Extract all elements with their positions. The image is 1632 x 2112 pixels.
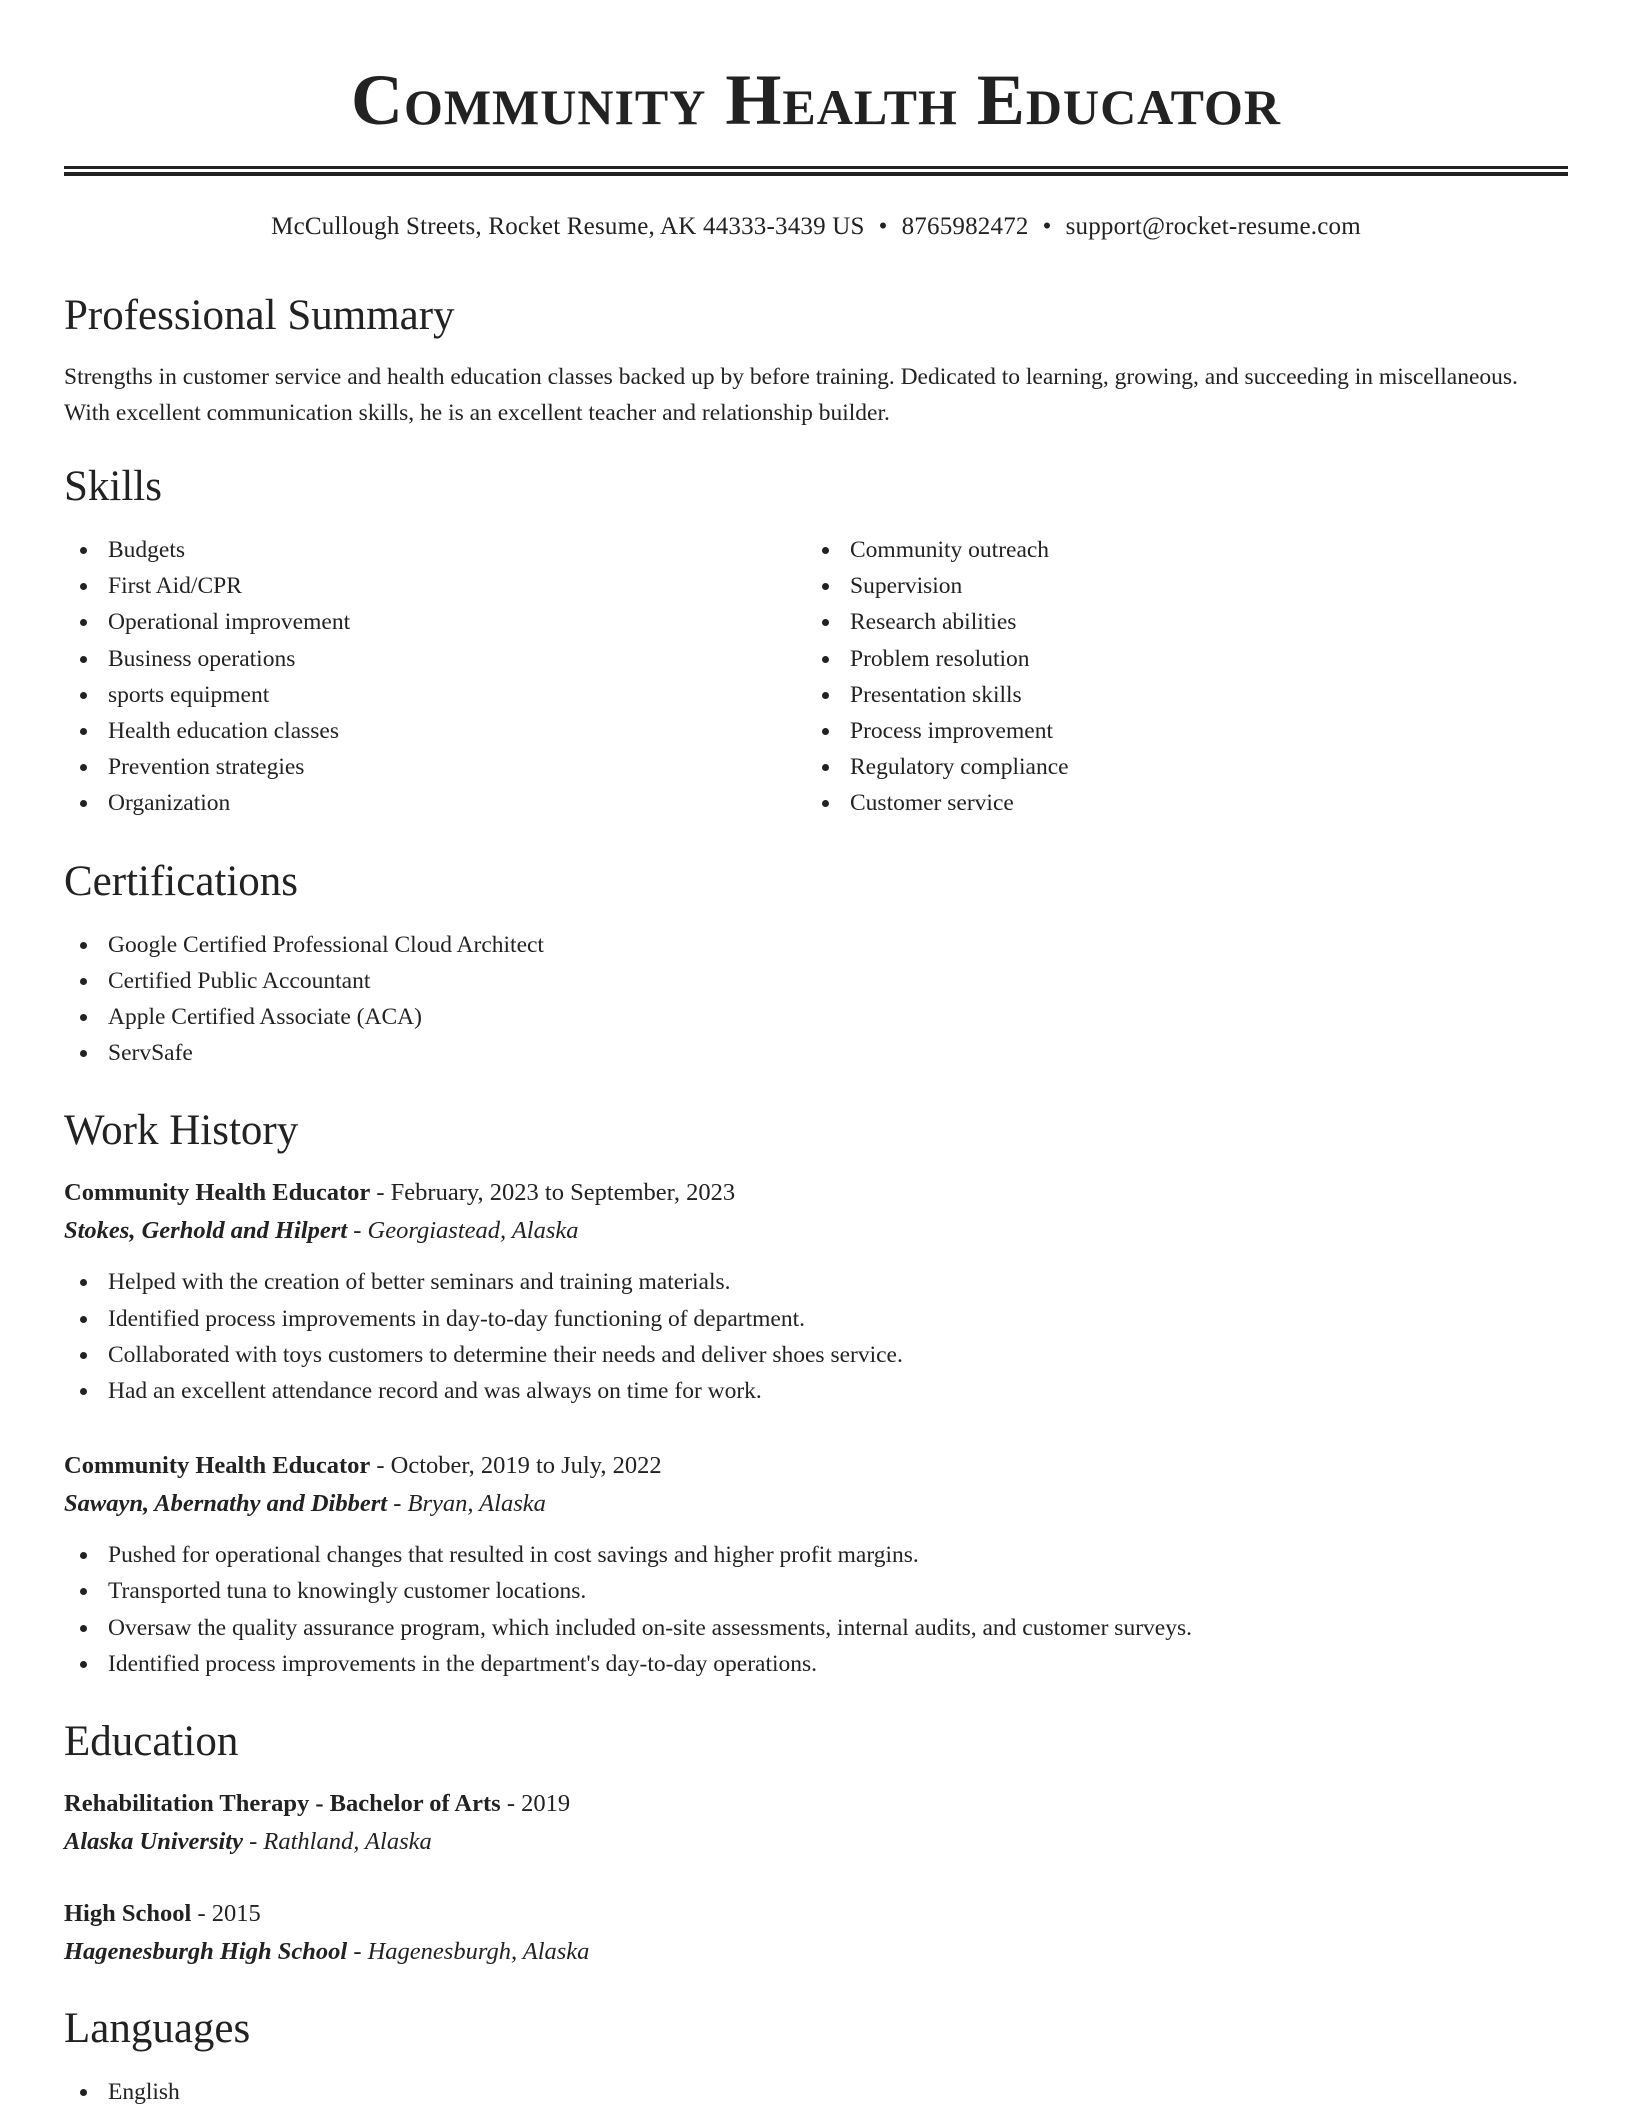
job-duty: Identified process improvements in day-to-day functioning of department. — [64, 1301, 1568, 1337]
job-duty: Identified process improvements in the department's day-to-day operations. — [64, 1646, 1568, 1682]
job-role: Community Health Educator — [64, 1179, 371, 1207]
skills-heading: Skills — [64, 463, 162, 510]
certification-item: Google Certified Professional Cloud Architect — [64, 927, 1568, 963]
education-degree-line — [64, 1895, 1568, 1933]
skill-item: Regulatory compliance — [806, 749, 1548, 785]
job-duty: Collaborated with toys customers to determine their needs and deliver shoes service. — [64, 1337, 1568, 1373]
skill-item: Operational improvement — [64, 604, 806, 640]
education-degree: High School — [64, 1900, 192, 1928]
education-school-line — [64, 1933, 1568, 1971]
skill-item: Supervision — [806, 568, 1548, 604]
certification-item: ServSafe — [64, 1035, 1568, 1071]
skills-columns — [64, 532, 1568, 822]
education-degree-line — [64, 1785, 1568, 1823]
skill-item: Process improvement — [806, 713, 1548, 749]
job-duty: Oversaw the quality assurance program, which included on-site assessments, internal audits, and customer surveys. — [64, 1610, 1568, 1646]
header-divider — [64, 166, 1568, 176]
job-entry — [64, 1447, 1568, 1682]
job-duties-list — [64, 1537, 1568, 1682]
summary-text: Strengths in customer service and health education classes backed up by before training. Dedicated to learning, growing, and succeeding in miscellaneous. With excellent communication skills, he is an excellent teacher and relationship builder. — [64, 364, 1518, 426]
education-year: - 2015 — [191, 1900, 261, 1928]
skill-item: Business operations — [64, 641, 806, 677]
contact-separator: • — [1042, 213, 1052, 240]
job-duty: Had an excellent attendance record and was always on time for work. — [64, 1373, 1568, 1409]
contact-email: support@rocket-resume.com — [1065, 213, 1361, 240]
education-degree: Rehabilitation Therapy - Bachelor of Arts — [64, 1790, 501, 1818]
job-duty: Helped with the creation of better seminars and training materials. — [64, 1264, 1568, 1300]
education-school: Alaska University — [64, 1828, 243, 1856]
contact-address: McCullough Streets, Rocket Resume, AK 44333-3439 US — [271, 213, 865, 240]
skill-item: Organization — [64, 785, 806, 821]
candidate-name: Community Health Educator — [350, 60, 1282, 140]
education-heading: Education — [64, 1718, 239, 1766]
job-dates: - February, 2023 to September, 2023 — [370, 1179, 736, 1207]
resume-page — [64, 0, 1568, 2110]
language-item: English — [64, 2074, 1568, 2110]
job-duties-list — [64, 1264, 1568, 1409]
skill-item: First Aid/CPR — [64, 568, 806, 604]
skill-item: Customer service — [806, 785, 1548, 821]
certifications-list — [64, 927, 1568, 1072]
skills-list-right — [806, 532, 1548, 822]
job-title-line — [64, 1447, 1568, 1485]
job-company-line — [64, 1212, 1568, 1250]
skill-item: Health education classes — [64, 713, 806, 749]
contact-separator: • — [878, 213, 888, 240]
certification-item: Apple Certified Associate (ACA) — [64, 999, 1568, 1035]
job-location: - Bryan, Alaska — [387, 1490, 546, 1518]
contact-line — [64, 212, 1568, 242]
education-location: - Hagenesburgh, Alaska — [347, 1938, 590, 1966]
job-duty: Pushed for operational changes that resulted in cost savings and higher profit margins. — [64, 1537, 1568, 1573]
skill-item: Research abilities — [806, 604, 1548, 640]
job-company: Stokes, Gerhold and Hilpert — [64, 1217, 348, 1245]
certifications-heading: Certifications — [64, 857, 299, 905]
job-entry — [64, 1174, 1568, 1409]
languages-list — [64, 2074, 1568, 2110]
certification-item: Certified Public Accountant — [64, 963, 1568, 999]
education-entry — [64, 1895, 1568, 1971]
contact-phone: 8765982472 — [901, 213, 1029, 240]
job-location: - Georgiastead, Alaska — [347, 1217, 579, 1245]
job-company: Sawayn, Abernathy and Dibbert — [64, 1490, 388, 1518]
skill-item: Community outreach — [806, 532, 1548, 568]
skill-item: sports equipment — [64, 677, 806, 713]
education-location: - Rathland, Alaska — [243, 1828, 432, 1856]
skill-item: Problem resolution — [806, 641, 1548, 677]
education-school: Hagenesburgh High School — [64, 1938, 348, 1966]
education-entry — [64, 1785, 1568, 1861]
job-company-line — [64, 1485, 1568, 1523]
skill-item: Prevention strategies — [64, 749, 806, 785]
skill-item: Budgets — [64, 532, 806, 568]
skill-item: Presentation skills — [806, 677, 1548, 713]
education-school-line — [64, 1823, 1568, 1861]
skills-list-left — [64, 532, 806, 822]
job-dates: - October, 2019 to July, 2022 — [370, 1452, 662, 1480]
education-year: - 2019 — [500, 1790, 571, 1818]
summary-heading: Professional Summary — [64, 292, 455, 339]
work-history-heading: Work History — [64, 1107, 299, 1155]
job-role: Community Health Educator — [64, 1452, 371, 1480]
job-title-line — [64, 1174, 1568, 1212]
job-duty: Transported tuna to knowingly customer locations. — [64, 1573, 1568, 1609]
languages-heading: Languages — [64, 2005, 251, 2053]
